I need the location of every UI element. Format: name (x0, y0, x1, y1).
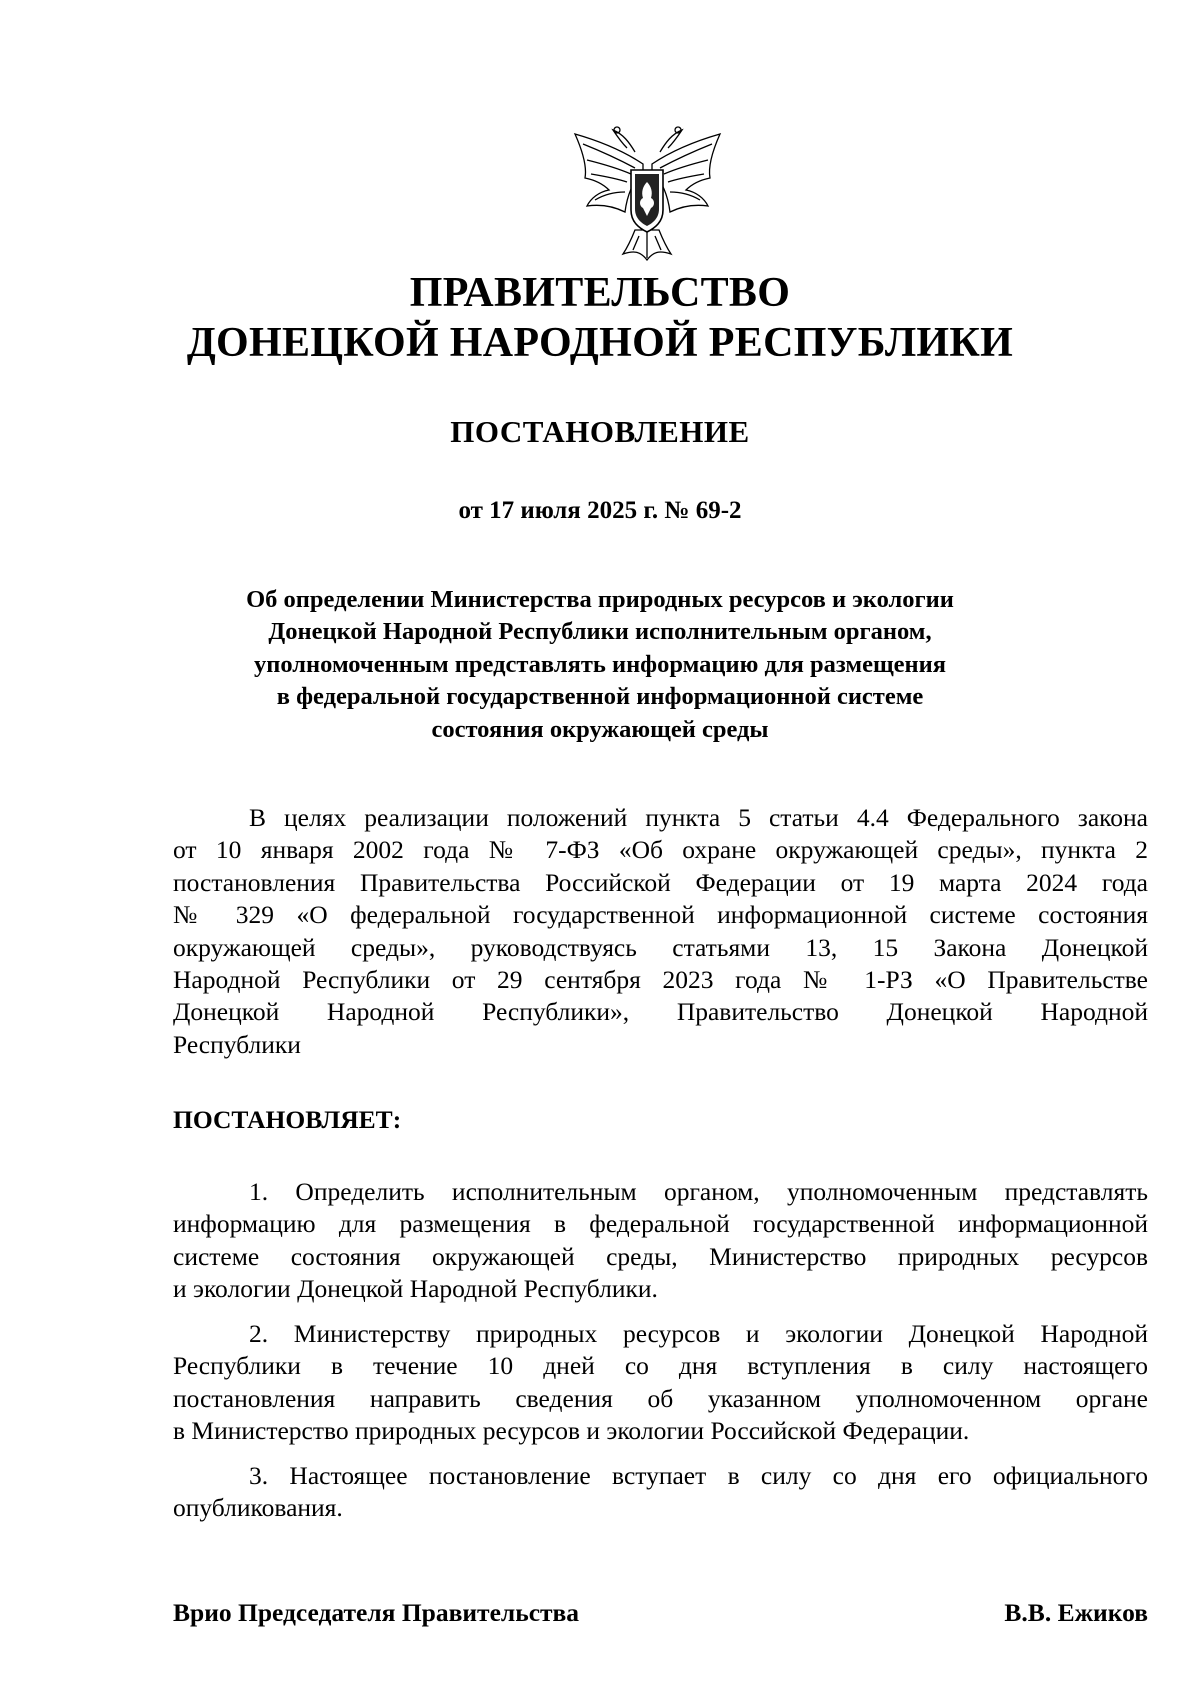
preamble-line: Республики (173, 1029, 301, 1059)
item-line: информацию для размещения в федеральной государственной информационной (173, 1209, 1148, 1239)
signatory-name: В.В. Ежиков (1004, 1598, 1148, 1627)
item-line: Республики в течение 10 дней со дня вступления в силу настоящего (173, 1351, 1148, 1381)
item-line: 1. Определить исполнительным органом, уполномоченным представлять (249, 1177, 1148, 1206)
item-line: опубликования. (173, 1493, 343, 1523)
resolution-item-1 (173, 1176, 1148, 1306)
preamble-line: № 329 «О федеральной государственной информационной системе состояния (173, 900, 1148, 930)
preamble-line: В целях реализации положений пункта 5 статьи 4.4 Федерального закона (249, 803, 1148, 832)
preamble-paragraph (173, 802, 1148, 1061)
document-date-number: от 17 июля 2025 г. № 69-2 (458, 497, 742, 524)
subject-line: уполномоченным представлять информацию для размещения (254, 650, 946, 678)
item-line: системе состояния окружающей среды, Министерство природных ресурсов (173, 1241, 1148, 1271)
coat-of-arms-eagle-icon (565, 112, 730, 262)
subject-line: в федеральной государственной информационной системе (276, 683, 924, 711)
item-line: 2. Министерству природных ресурсов и экологии Донецкой Народной (249, 1319, 1148, 1348)
item-line: 3. Настоящее постановление вступает в силу со дня его официального (249, 1461, 1148, 1490)
item-line: постановления направить сведения об указанном уполномоченном органе (173, 1383, 1148, 1413)
preamble-line: от 10 января 2002 года № 7-ФЗ «Об охране окружающей среды», пункта 2 (173, 835, 1148, 865)
document-type: ПОСТАНОВЛЕНИЕ (450, 414, 750, 449)
organization-name-line-1: ПРАВИТЕЛЬСТВО (409, 270, 791, 316)
organization-name-line-2: ДОНЕЦКОЙ НАРОДНОЙ РЕСПУБЛИКИ (186, 320, 1014, 366)
resolution-item-2 (173, 1318, 1148, 1448)
subject-line: состояния окружающей среды (431, 715, 769, 743)
item-line: и экологии Донецкой Народной Республики. (173, 1274, 658, 1304)
subject-line: Об определении Министерства природных ресурсов и экологии (246, 586, 954, 613)
preamble-line: Народной Республики от 29 сентября 2023 года № 1-РЗ «О Правительстве (173, 965, 1148, 995)
item-line: в Министерство природных ресурсов и экологии Российской Федерации. (173, 1416, 970, 1446)
preamble-line: постановления Правительства Российской Федерации от 19 марта 2024 года (173, 867, 1148, 897)
document-subject (200, 584, 1000, 746)
preamble-line: окружающей среды», руководствуясь статьями 13, 15 Закона Донецкой (173, 932, 1148, 962)
preamble-line: Донецкой Народной Республики», Правительство Донецкой Народной (173, 997, 1148, 1027)
signatory-position: Врио Председателя Правительства (173, 1598, 580, 1627)
resolution-item-3 (173, 1460, 1148, 1525)
resolves-heading: ПОСТАНОВЛЯЕТ: (173, 1105, 402, 1134)
subject-line: Донецкой Народной Республики исполнительным органом, (268, 618, 932, 646)
